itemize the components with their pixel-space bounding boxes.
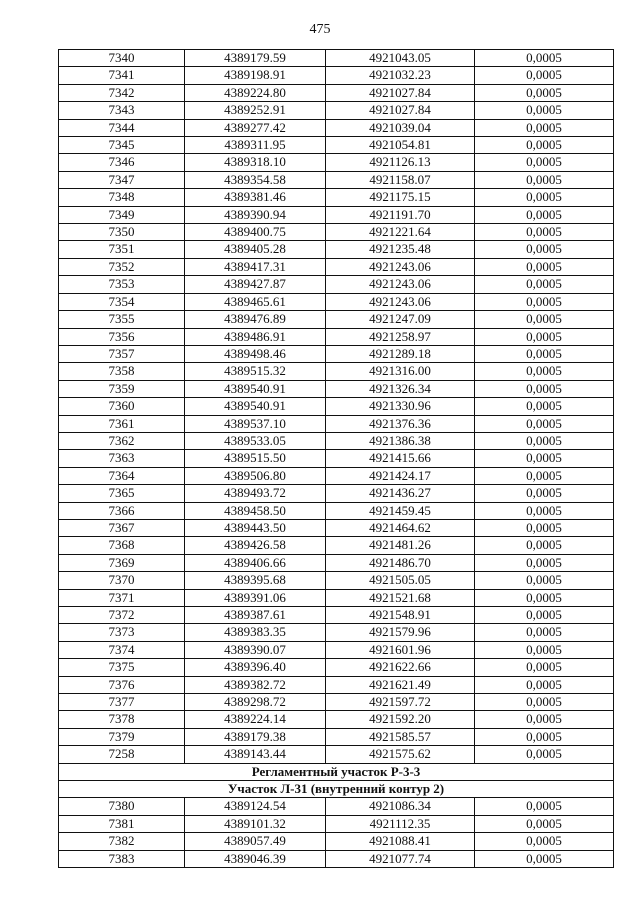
table-row [59,415,614,432]
x-coordinate-cell: 4389252.91 [185,102,326,119]
y-coordinate-cell: 4921112.35 [326,815,475,832]
table-row [59,84,614,101]
table-row [59,519,614,536]
error-cell: 0,0005 [475,815,614,832]
point-number-cell: 7376 [59,676,185,693]
point-number-cell: 7341 [59,67,185,84]
error-cell: 0,0005 [475,537,614,554]
table-sections [59,763,614,798]
error-cell: 0,0005 [475,572,614,589]
table-row [59,380,614,397]
y-coordinate-cell: 4921221.64 [326,224,475,241]
error-cell: 0,0005 [475,258,614,275]
point-number-cell: 7365 [59,485,185,502]
point-number-cell: 7363 [59,450,185,467]
point-number-cell: 7351 [59,241,185,258]
y-coordinate-cell: 4921191.70 [326,206,475,223]
section-row [59,781,614,798]
x-coordinate-cell: 4389224.80 [185,84,326,101]
point-number-cell: 7344 [59,119,185,136]
error-cell: 0,0005 [475,676,614,693]
error-cell: 0,0005 [475,467,614,484]
table-row [59,189,614,206]
y-coordinate-cell: 4921039.04 [326,119,475,136]
point-number-cell: 7369 [59,554,185,571]
error-cell: 0,0005 [475,154,614,171]
y-coordinate-cell: 4921597.72 [326,694,475,711]
y-coordinate-cell: 4921054.81 [326,137,475,154]
table-row [59,485,614,502]
y-coordinate-cell: 4921289.18 [326,345,475,362]
point-number-cell: 7370 [59,572,185,589]
y-coordinate-cell: 4921027.84 [326,102,475,119]
y-coordinate-cell: 4921601.96 [326,641,475,658]
x-coordinate-cell: 4389395.68 [185,572,326,589]
point-number-cell: 7347 [59,171,185,188]
error-cell: 0,0005 [475,694,614,711]
y-coordinate-cell: 4921330.96 [326,398,475,415]
x-coordinate-cell: 4389179.59 [185,50,326,67]
y-coordinate-cell: 4921032.23 [326,67,475,84]
x-coordinate-cell: 4389498.46 [185,345,326,362]
table-row [59,815,614,832]
y-coordinate-cell: 4921316.00 [326,363,475,380]
error-cell: 0,0005 [475,67,614,84]
table-row [59,833,614,850]
table-row [59,850,614,867]
x-coordinate-cell: 4389298.72 [185,694,326,711]
x-coordinate-cell: 4389443.50 [185,519,326,536]
table-row [59,328,614,345]
point-number-cell: 7373 [59,624,185,641]
section-row [59,763,614,780]
point-number-cell: 7349 [59,206,185,223]
error-cell: 0,0005 [475,485,614,502]
point-number-cell: 7367 [59,519,185,536]
x-coordinate-cell: 4389493.72 [185,485,326,502]
y-coordinate-cell: 4921376.36 [326,415,475,432]
x-coordinate-cell: 4389311.95 [185,137,326,154]
error-cell: 0,0005 [475,833,614,850]
x-coordinate-cell: 4389476.89 [185,311,326,328]
y-coordinate-cell: 4921126.13 [326,154,475,171]
table-row [59,119,614,136]
point-number-cell: 7378 [59,711,185,728]
error-cell: 0,0005 [475,728,614,745]
y-coordinate-cell: 4921077.74 [326,850,475,867]
x-coordinate-cell: 4389506.80 [185,467,326,484]
x-coordinate-cell: 4389354.58 [185,171,326,188]
error-cell: 0,0005 [475,328,614,345]
table-row [59,676,614,693]
x-coordinate-cell: 4389533.05 [185,432,326,449]
point-number-cell: 7340 [59,50,185,67]
table-row [59,137,614,154]
y-coordinate-cell: 4921086.34 [326,798,475,815]
x-coordinate-cell: 4389540.91 [185,380,326,397]
x-coordinate-cell: 4389537.10 [185,415,326,432]
table-row [59,363,614,380]
point-number-cell: 7345 [59,137,185,154]
x-coordinate-cell: 4389465.61 [185,293,326,310]
point-number-cell: 7342 [59,84,185,101]
y-coordinate-cell: 4921548.91 [326,607,475,624]
y-coordinate-cell: 4921247.09 [326,311,475,328]
error-cell: 0,0005 [475,711,614,728]
table-row [59,467,614,484]
error-cell: 0,0005 [475,293,614,310]
point-number-cell: 7381 [59,815,185,832]
x-coordinate-cell: 4389124.54 [185,798,326,815]
y-coordinate-cell: 4921486.70 [326,554,475,571]
x-coordinate-cell: 4389318.10 [185,154,326,171]
y-coordinate-cell: 4921258.97 [326,328,475,345]
y-coordinate-cell: 4921459.45 [326,502,475,519]
point-number-cell: 7366 [59,502,185,519]
error-cell: 0,0005 [475,119,614,136]
table-row [59,50,614,67]
point-number-cell: 7353 [59,276,185,293]
table-row [59,398,614,415]
table-row [59,746,614,763]
table-row [59,728,614,745]
section-title-plot: Участок Л-31 (внутренний контур 2) [59,781,614,798]
point-number-cell: 7375 [59,659,185,676]
x-coordinate-cell: 4389405.28 [185,241,326,258]
table-row [59,502,614,519]
point-number-cell: 7357 [59,345,185,362]
error-cell: 0,0005 [475,84,614,101]
table-row [59,554,614,571]
point-number-cell: 7368 [59,537,185,554]
x-coordinate-cell: 4389224.14 [185,711,326,728]
table-row [59,311,614,328]
point-number-cell: 7354 [59,293,185,310]
y-coordinate-cell: 4921575.62 [326,746,475,763]
error-cell: 0,0005 [475,137,614,154]
error-cell: 0,0005 [475,102,614,119]
table-row [59,450,614,467]
x-coordinate-cell: 4389277.42 [185,119,326,136]
y-coordinate-cell: 4921585.57 [326,728,475,745]
table-row [59,624,614,641]
point-number-cell: 7358 [59,363,185,380]
table-row [59,798,614,815]
y-coordinate-cell: 4921521.68 [326,589,475,606]
x-coordinate-cell: 4389458.50 [185,502,326,519]
table-row [59,641,614,658]
error-cell: 0,0005 [475,171,614,188]
y-coordinate-cell: 4921043.05 [326,50,475,67]
table-row [59,206,614,223]
table-row [59,694,614,711]
error-cell: 0,0005 [475,624,614,641]
error-cell: 0,0005 [475,432,614,449]
y-coordinate-cell: 4921592.20 [326,711,475,728]
x-coordinate-cell: 4389515.32 [185,363,326,380]
section-title-regulated-area: Регламентный участок Р-3-3 [59,763,614,780]
point-number-cell: 7361 [59,415,185,432]
x-coordinate-cell: 4389390.07 [185,641,326,658]
y-coordinate-cell: 4921243.06 [326,293,475,310]
coordinates-table [58,49,614,868]
error-cell: 0,0005 [475,276,614,293]
table-row [59,345,614,362]
x-coordinate-cell: 4389427.87 [185,276,326,293]
error-cell: 0,0005 [475,641,614,658]
point-number-cell: 7379 [59,728,185,745]
table-body-bottom [59,798,614,868]
table-row [59,241,614,258]
error-cell: 0,0005 [475,224,614,241]
table-row [59,224,614,241]
y-coordinate-cell: 4921579.96 [326,624,475,641]
error-cell: 0,0005 [475,850,614,867]
y-coordinate-cell: 4921386.38 [326,432,475,449]
y-coordinate-cell: 4921027.84 [326,84,475,101]
error-cell: 0,0005 [475,50,614,67]
table-row [59,276,614,293]
error-cell: 0,0005 [475,311,614,328]
point-number-cell: 7346 [59,154,185,171]
page-number: 475 [309,22,331,37]
table-row [59,293,614,310]
table-row [59,607,614,624]
error-cell: 0,0005 [475,450,614,467]
x-coordinate-cell: 4389515.50 [185,450,326,467]
table-row [59,102,614,119]
point-number-cell: 7258 [59,746,185,763]
x-coordinate-cell: 4389391.06 [185,589,326,606]
table-body-top [59,50,614,764]
x-coordinate-cell: 4389387.61 [185,607,326,624]
x-coordinate-cell: 4389540.91 [185,398,326,415]
error-cell: 0,0005 [475,607,614,624]
error-cell: 0,0005 [475,380,614,397]
x-coordinate-cell: 4389057.49 [185,833,326,850]
y-coordinate-cell: 4921464.62 [326,519,475,536]
y-coordinate-cell: 4921175.15 [326,189,475,206]
x-coordinate-cell: 4389143.44 [185,746,326,763]
y-coordinate-cell: 4921436.27 [326,485,475,502]
table-row [59,572,614,589]
error-cell: 0,0005 [475,798,614,815]
table-row [59,659,614,676]
x-coordinate-cell: 4389390.94 [185,206,326,223]
x-coordinate-cell: 4389400.75 [185,224,326,241]
table-row [59,711,614,728]
y-coordinate-cell: 4921424.17 [326,467,475,484]
error-cell: 0,0005 [475,502,614,519]
point-number-cell: 7374 [59,641,185,658]
y-coordinate-cell: 4921088.41 [326,833,475,850]
error-cell: 0,0005 [475,398,614,415]
y-coordinate-cell: 4921622.66 [326,659,475,676]
y-coordinate-cell: 4921243.06 [326,258,475,275]
point-number-cell: 7360 [59,398,185,415]
error-cell: 0,0005 [475,519,614,536]
error-cell: 0,0005 [475,345,614,362]
point-number-cell: 7356 [59,328,185,345]
point-number-cell: 7383 [59,850,185,867]
y-coordinate-cell: 4921243.06 [326,276,475,293]
point-number-cell: 7355 [59,311,185,328]
x-coordinate-cell: 4389382.72 [185,676,326,693]
x-coordinate-cell: 4389381.46 [185,189,326,206]
table-row [59,258,614,275]
y-coordinate-cell: 4921326.34 [326,380,475,397]
error-cell: 0,0005 [475,746,614,763]
point-number-cell: 7364 [59,467,185,484]
table-row [59,154,614,171]
table-row [59,537,614,554]
error-cell: 0,0005 [475,659,614,676]
x-coordinate-cell: 4389383.35 [185,624,326,641]
table-row [59,432,614,449]
x-coordinate-cell: 4389179.38 [185,728,326,745]
error-cell: 0,0005 [475,415,614,432]
y-coordinate-cell: 4921505.05 [326,572,475,589]
point-number-cell: 7377 [59,694,185,711]
error-cell: 0,0005 [475,206,614,223]
error-cell: 0,0005 [475,554,614,571]
y-coordinate-cell: 4921621.49 [326,676,475,693]
x-coordinate-cell: 4389101.32 [185,815,326,832]
y-coordinate-cell: 4921481.26 [326,537,475,554]
point-number-cell: 7382 [59,833,185,850]
point-number-cell: 7343 [59,102,185,119]
table-row [59,171,614,188]
point-number-cell: 7371 [59,589,185,606]
error-cell: 0,0005 [475,589,614,606]
point-number-cell: 7348 [59,189,185,206]
y-coordinate-cell: 4921415.66 [326,450,475,467]
x-coordinate-cell: 4389406.66 [185,554,326,571]
point-number-cell: 7362 [59,432,185,449]
x-coordinate-cell: 4389426.58 [185,537,326,554]
point-number-cell: 7380 [59,798,185,815]
x-coordinate-cell: 4389396.40 [185,659,326,676]
point-number-cell: 7372 [59,607,185,624]
point-number-cell: 7352 [59,258,185,275]
point-number-cell: 7350 [59,224,185,241]
x-coordinate-cell: 4389046.39 [185,850,326,867]
error-cell: 0,0005 [475,241,614,258]
table-row [59,67,614,84]
point-number-cell: 7359 [59,380,185,397]
y-coordinate-cell: 4921158.07 [326,171,475,188]
table-row [59,589,614,606]
error-cell: 0,0005 [475,363,614,380]
y-coordinate-cell: 4921235.48 [326,241,475,258]
x-coordinate-cell: 4389486.91 [185,328,326,345]
x-coordinate-cell: 4389198.91 [185,67,326,84]
error-cell: 0,0005 [475,189,614,206]
x-coordinate-cell: 4389417.31 [185,258,326,275]
